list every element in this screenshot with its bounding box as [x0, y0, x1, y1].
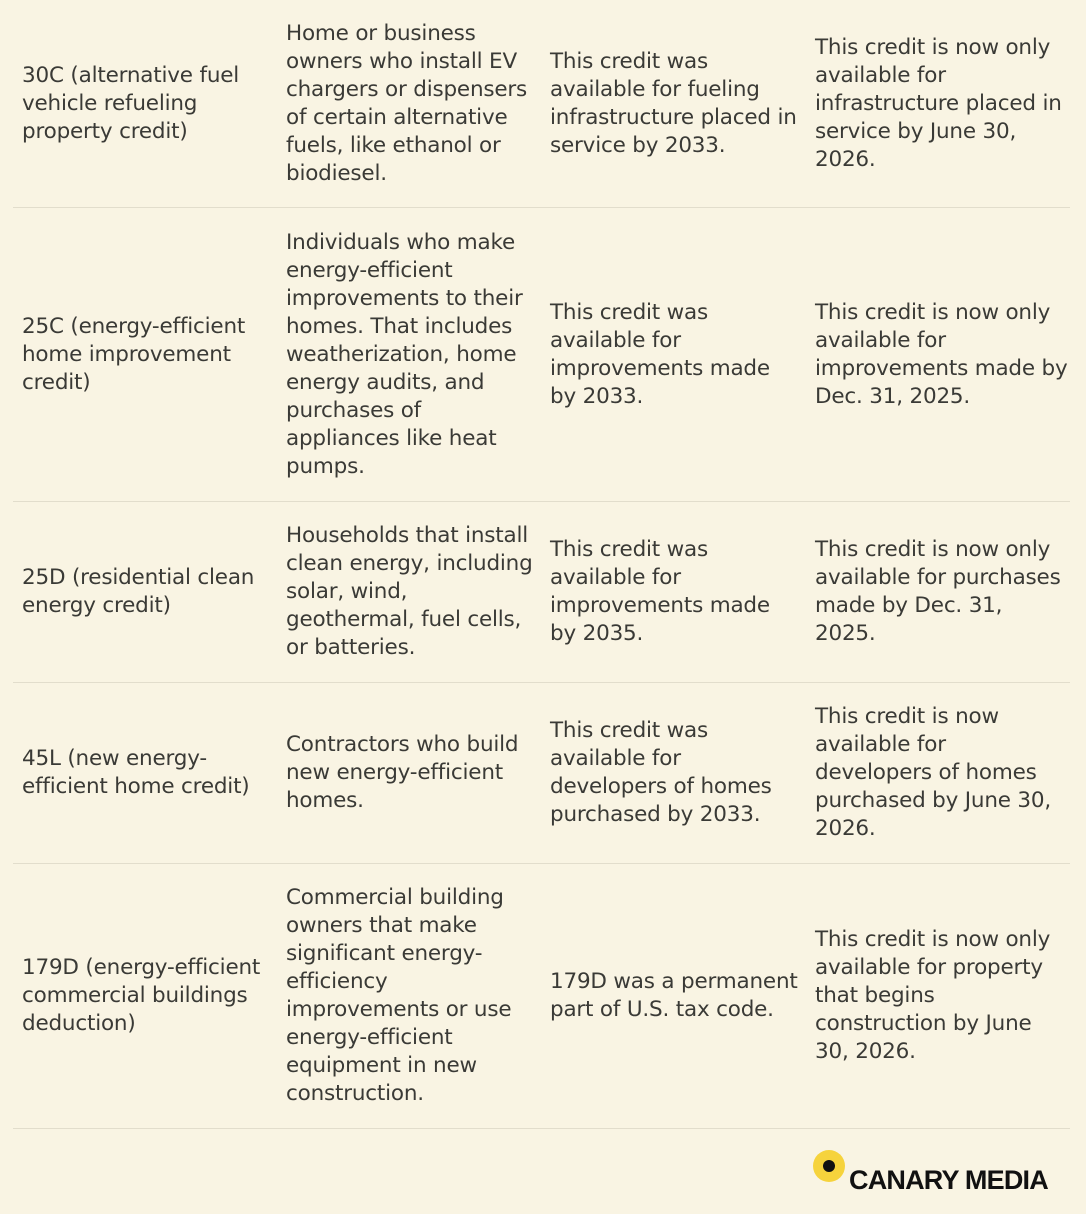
eligible-recipients: Commercial building owners that make significant energy-efficiency improvements or use energy-efficient equipment in new construction. — [286, 885, 512, 1106]
current-availability: This credit is now only available for improvements made by Dec. 31, 2025. — [815, 299, 1068, 409]
table-row — [13, 683, 1070, 864]
previous-availability: This credit was available for improvements made by 2033. — [550, 299, 770, 409]
credit-name: 30C (alternative fuel vehicle refueling property credit) — [22, 62, 240, 144]
previous-availability: 179D was a permanent part of U.S. tax code. — [550, 969, 798, 1022]
current-availability: This credit is now only available for property that begins construction by June 30, 2026. — [815, 927, 1051, 1064]
credit-name: 179D (energy-efficient commercial buildings deduction) — [22, 955, 261, 1036]
eligible-recipients: Home or business owners who install EV chargers or dispensers of certain alternative fuels, like ethanol or biodiesel. — [286, 20, 528, 186]
canary-dot-icon — [813, 1150, 845, 1182]
table-row — [13, 502, 1070, 683]
credits-table — [13, 0, 1070, 1129]
current-availability: This credit is now only available for infrastructure placed in service by June 30, 2026. — [815, 34, 1062, 172]
canary-media-logo — [813, 1151, 1048, 1195]
table-row — [13, 0, 1070, 208]
table-row — [13, 208, 1070, 502]
current-availability: This credit is now only available for purchases made by Dec. 31, 2025. — [815, 537, 1061, 646]
credit-name: 25D (residential clean energy credit) — [22, 565, 255, 618]
eligible-recipients: Contractors who build new energy-efficient homes. — [286, 732, 519, 813]
previous-availability: This credit was available for developers of homes purchased by 2033. — [550, 718, 772, 827]
eligible-recipients: Individuals who make energy-efficient improvements to their homes. That includes weatherization, home energy audits, and purchases of appliances like heat pumps. — [286, 229, 523, 479]
previous-availability: This credit was available for fueling infrastructure placed in service by 2033. — [550, 48, 797, 158]
eligible-recipients: Households that install clean energy, including solar, wind, geothermal, fuel cells, or batteries. — [286, 523, 533, 660]
credit-name: 25C (energy-efficient home improvement credit) — [22, 313, 246, 395]
table-row — [13, 864, 1070, 1129]
logo-wordmark: CANARY MEDIA — [849, 1164, 1048, 1195]
credit-name: 45L (new energy-efficient home credit) — [22, 746, 250, 799]
current-availability: This credit is now available for developers of homes purchased by June 30, 2026. — [815, 704, 1052, 841]
previous-availability: This credit was available for improvements made by 2035. — [550, 537, 770, 646]
